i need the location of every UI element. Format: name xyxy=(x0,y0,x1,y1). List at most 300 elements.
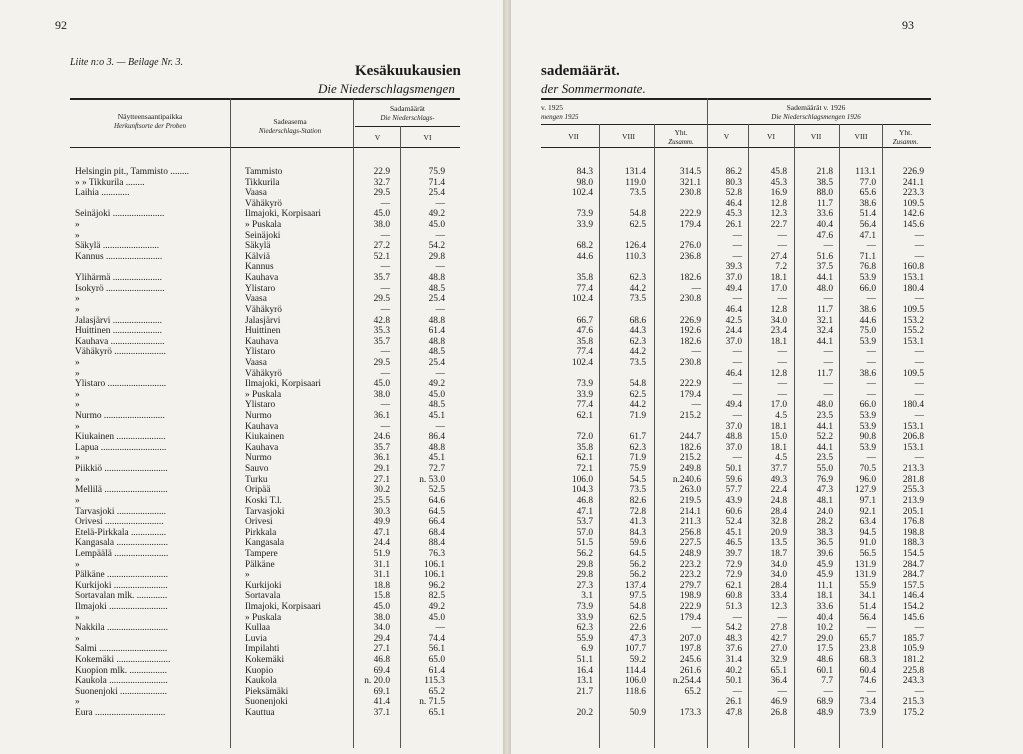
value-cell: n. 53.0 xyxy=(419,474,445,485)
value-cell: 31.4 xyxy=(725,655,742,666)
page-number-left: 92 xyxy=(55,18,67,32)
page-title-right: sademäärät. xyxy=(541,63,620,79)
station-cell: » Puskala xyxy=(245,220,282,231)
total-cell: 173.3 xyxy=(679,708,701,719)
value-cell: 39.3 xyxy=(725,262,742,273)
total-cell: 321.1 xyxy=(679,177,701,188)
value-cell: 45.1 xyxy=(428,411,445,422)
origin-cell: Kiukainen ..................... xyxy=(75,432,166,443)
value-cell: 46.9 xyxy=(770,697,787,708)
value-cell: 88.0 xyxy=(816,188,833,199)
origin-cell: » xyxy=(75,697,83,708)
table-top-rule xyxy=(70,98,460,100)
value-cell: — xyxy=(732,241,742,252)
value-cell: 45.9 xyxy=(816,570,833,581)
value-cell: 84.3 xyxy=(576,167,593,177)
value-cell: 10.2 xyxy=(816,623,833,634)
value-cell: 49.2 xyxy=(428,379,445,390)
column-header-vii-1926: VII xyxy=(810,132,822,141)
value-cell: 49.9 xyxy=(373,517,390,528)
value-cell: 63.4 xyxy=(859,517,876,528)
page-number-right: 93 xyxy=(902,18,914,32)
origin-cell: Piikkiö ........................... xyxy=(75,464,168,475)
origin-cell: Nurmo .......................... xyxy=(75,411,165,422)
value-cell: 49.2 xyxy=(428,209,445,220)
value-cell: 48.8 xyxy=(428,336,445,347)
total-cell: 206.8 xyxy=(902,432,924,443)
total-cell: 226.9 xyxy=(679,315,701,326)
value-cell xyxy=(606,231,646,242)
value-cell: 48.0 xyxy=(816,400,833,411)
value-cell: 72.9 xyxy=(725,570,742,581)
value-cell: 48.8 xyxy=(725,432,742,443)
value-cell xyxy=(606,697,646,708)
value-cell: 48.5 xyxy=(428,283,445,294)
total-cell: 153.1 xyxy=(902,442,924,453)
value-cell: 7.2 xyxy=(775,262,787,273)
value-cell: 49.2 xyxy=(428,601,445,612)
value-cell: 24.6 xyxy=(373,432,390,443)
value-cell: 45.3 xyxy=(725,209,742,220)
value-cell: 57.0 xyxy=(576,527,593,538)
value-cell: 44.2 xyxy=(629,400,646,411)
value-cell: 48.8 xyxy=(428,442,445,453)
value-cell: — xyxy=(380,421,390,432)
value-cell: 76.3 xyxy=(428,548,445,559)
value-cell: 45.0 xyxy=(428,220,445,231)
value-cell: 64.5 xyxy=(629,548,646,559)
value-cell: — xyxy=(435,623,445,634)
value-cell: 3.1 xyxy=(581,591,593,602)
value-cell: 131.4 xyxy=(624,167,646,177)
value-cell: 62.5 xyxy=(629,389,646,400)
total-cell: 185.7 xyxy=(902,633,924,644)
station-cell: Ilmajoki, Korpisaari xyxy=(245,601,322,612)
value-cell: 68.4 xyxy=(428,527,445,538)
value-cell: 73.9 xyxy=(576,209,593,220)
origin-cell: Isokyrö ......................... xyxy=(75,283,165,294)
value-cell: 35.7 xyxy=(373,273,390,284)
station-cell: Ylistaro xyxy=(245,347,276,358)
total-cell: 281.8 xyxy=(902,474,924,485)
station-cell: » Puskala xyxy=(245,612,282,623)
total-cell: — xyxy=(691,400,701,411)
value-cell: 21.7 xyxy=(576,686,593,697)
value-cell: — xyxy=(823,347,833,358)
total-cell xyxy=(656,369,701,380)
total-cell: — xyxy=(914,686,924,697)
value-cell: 23.4 xyxy=(770,326,787,337)
column-header-total-1925: Yht. Zusamm. xyxy=(668,128,694,146)
total-cell: — xyxy=(914,294,924,305)
value-cell: 71.9 xyxy=(629,453,646,464)
value-cell: 22.6 xyxy=(629,623,646,634)
origin-cell: Mellilä ........................... xyxy=(75,485,168,496)
value-cell: 55.9 xyxy=(859,580,876,591)
total-cell: 255.3 xyxy=(902,485,924,496)
value-cell: 26.1 xyxy=(725,220,742,231)
value-cell: — xyxy=(777,379,787,390)
total-cell: 223.2 xyxy=(679,559,701,570)
total-cell: 249.8 xyxy=(679,464,701,475)
value-cell: 36.5 xyxy=(816,538,833,549)
total-cell xyxy=(656,231,701,242)
value-cell: 53.7 xyxy=(576,517,593,528)
value-cell: — xyxy=(777,357,787,368)
left-page xyxy=(0,0,503,754)
value-cell: 106.0 xyxy=(624,676,646,687)
value-cell: 33.9 xyxy=(576,612,593,623)
station-cell: Kauhava xyxy=(245,421,279,432)
value-cell: — xyxy=(380,347,390,358)
value-cell: 77.4 xyxy=(576,347,593,358)
value-cell: 43.9 xyxy=(725,495,742,506)
value-cell: 137.4 xyxy=(624,580,646,591)
origin-cell: Sortavalan mlk. ............. xyxy=(75,591,168,602)
total-cell: 213.9 xyxy=(902,495,924,506)
value-cell: 37.7 xyxy=(770,464,787,475)
value-cell: 41.3 xyxy=(629,517,646,528)
value-cell: 66.0 xyxy=(859,283,876,294)
value-cell: 35.7 xyxy=(373,336,390,347)
total-cell: 197.8 xyxy=(679,644,701,655)
total-cell: 279.7 xyxy=(679,580,701,591)
value-cell: 53.9 xyxy=(859,421,876,432)
total-cell: 180.4 xyxy=(902,400,924,411)
value-cell: 62.1 xyxy=(576,411,593,422)
total-cell: — xyxy=(914,379,924,390)
origin-cell: Nakkila .......................... xyxy=(75,623,168,634)
value-cell: 20.9 xyxy=(770,527,787,538)
station-cell: Seinäjoki xyxy=(245,230,281,241)
value-cell xyxy=(606,422,646,433)
value-cell: 77.4 xyxy=(576,400,593,411)
value-cell: 29.5 xyxy=(373,357,390,368)
v-1926-column xyxy=(709,167,742,719)
value-cell: 41.4 xyxy=(373,697,390,708)
value-cell: — xyxy=(777,347,787,358)
value-cell: 119.0 xyxy=(625,177,646,188)
value-cell: 11.7 xyxy=(816,368,833,379)
value-cell: 65.7 xyxy=(859,633,876,644)
total-cell: — xyxy=(914,411,924,422)
value-cell: 37.6 xyxy=(725,644,742,655)
total-cell: 181.2 xyxy=(902,655,924,666)
origin-cell: Laihia ............ xyxy=(75,188,130,199)
value-cell: 33.4 xyxy=(770,591,787,602)
value-cell: 51.5 xyxy=(576,538,593,549)
header-bottom-rule xyxy=(70,147,460,148)
value-cell: 62.5 xyxy=(629,612,646,623)
value-cell: 102.4 xyxy=(571,188,593,199)
station-cell: Tammisto xyxy=(245,167,283,177)
total-cell: 225.8 xyxy=(902,665,924,676)
value-cell: 73.5 xyxy=(629,357,646,368)
total-cell: 226.9 xyxy=(902,167,924,177)
value-cell xyxy=(555,305,593,316)
value-cell: 13.5 xyxy=(770,538,787,549)
vii-1925-column xyxy=(555,167,593,719)
value-cell: 72.9 xyxy=(725,559,742,570)
value-cell: 53.9 xyxy=(859,273,876,284)
value-cell: 106.1 xyxy=(423,570,445,581)
value-cell: 71.1 xyxy=(859,251,876,262)
value-cell: 52.8 xyxy=(725,188,742,199)
value-cell: — xyxy=(823,379,833,390)
origins-column xyxy=(75,167,227,719)
value-cell: — xyxy=(732,379,742,390)
value-cell: 35.8 xyxy=(576,336,593,347)
total-cell: 261.6 xyxy=(679,665,701,676)
value-cell: 73.9 xyxy=(576,379,593,390)
value-cell: 73.5 xyxy=(629,188,646,199)
value-cell: 59.6 xyxy=(725,474,742,485)
value-cell: 32.8 xyxy=(770,517,787,528)
value-cell: 66.0 xyxy=(859,400,876,411)
value-cell: 115.3 xyxy=(424,676,445,687)
value-cell: 48.0 xyxy=(816,283,833,294)
value-cell: 40.2 xyxy=(725,665,742,676)
station-cell: Kälviä xyxy=(245,251,270,262)
origin-cell: » xyxy=(75,474,83,485)
value-cell: 30.2 xyxy=(373,485,390,496)
value-cell: 65.1 xyxy=(428,708,445,719)
value-cell: 29.5 xyxy=(373,188,390,199)
value-cell: 35.7 xyxy=(373,442,390,453)
value-cell: 29.0 xyxy=(816,633,833,644)
value-cell: 61.4 xyxy=(428,665,445,676)
value-cell: — xyxy=(732,389,742,400)
value-cell: 126.4 xyxy=(624,241,646,252)
value-cell: 77.4 xyxy=(576,283,593,294)
total-cell: 182.6 xyxy=(679,273,701,284)
value-cell: 106.1 xyxy=(423,559,445,570)
value-cell: 7.7 xyxy=(821,676,833,687)
value-cell: — xyxy=(777,230,787,241)
value-cell: 4.5 xyxy=(775,411,787,422)
value-cell xyxy=(555,369,593,380)
total-cell: 175.2 xyxy=(902,708,924,719)
value-cell: 131.9 xyxy=(854,570,876,581)
value-cell: 60.6 xyxy=(725,506,742,517)
value-cell: 32.4 xyxy=(816,326,833,337)
value-cell: 52.2 xyxy=(816,432,833,443)
station-cell: Nurmo xyxy=(245,411,272,422)
station-cell: Koski T.l. xyxy=(245,495,282,506)
station-cell: Kangasala xyxy=(245,538,285,549)
value-cell: 86.2 xyxy=(725,167,742,177)
value-cell: 62.1 xyxy=(576,453,593,464)
value-cell: 57.7 xyxy=(725,485,742,496)
total-cell: 179.4 xyxy=(679,220,701,231)
total-cell: 153.1 xyxy=(902,336,924,347)
value-cell: — xyxy=(777,686,787,697)
value-cell: 59.2 xyxy=(629,655,646,666)
origin-cell: Jalasjärvi ..................... xyxy=(75,315,162,326)
total-cell: 182.6 xyxy=(679,442,701,453)
value-cell: 62.1 xyxy=(725,580,742,591)
station-cell: Ilmajoki, Korpisaari xyxy=(245,379,322,390)
value-cell: 31.1 xyxy=(373,559,390,570)
station-cell: Vähäkyrö xyxy=(245,304,282,315)
value-cell: 44.2 xyxy=(629,283,646,294)
value-cell: 34.1 xyxy=(859,591,876,602)
viii-1926-column xyxy=(841,167,876,719)
total-cell: 188.3 xyxy=(902,538,924,549)
station-cell: Kauhava xyxy=(245,442,279,453)
value-cell: 51.9 xyxy=(373,548,390,559)
value-cell: 29.8 xyxy=(576,559,593,570)
column-divider xyxy=(353,98,354,748)
value-cell: 64.6 xyxy=(428,495,445,506)
total-cell: — xyxy=(914,241,924,252)
value-cell: 114.4 xyxy=(625,665,646,676)
total-cell: n.254.4 xyxy=(672,676,701,687)
column-header-v: V xyxy=(374,133,381,142)
value-cell: 55.9 xyxy=(576,633,593,644)
value-cell: 47.6 xyxy=(576,326,593,337)
value-cell: 52.5 xyxy=(428,485,445,496)
origin-cell: » xyxy=(75,368,83,379)
value-cell: 77.0 xyxy=(859,177,876,188)
value-cell: 59.6 xyxy=(629,538,646,549)
origin-cell: » xyxy=(75,495,83,506)
value-cell: — xyxy=(823,241,833,252)
value-cell: 24.0 xyxy=(816,506,833,517)
value-cell: 33.9 xyxy=(576,389,593,400)
station-cell: Vaasa xyxy=(245,188,267,199)
value-cell: 11.7 xyxy=(816,198,833,209)
column-header-amounts: Sadamäärät Die Niederschlags- xyxy=(380,104,435,122)
value-cell: 24.8 xyxy=(770,495,787,506)
value-cell: 50.1 xyxy=(725,676,742,687)
value-cell: 23.5 xyxy=(816,453,833,464)
value-cell: 75.9 xyxy=(428,167,445,177)
value-cell: 51.4 xyxy=(859,209,876,220)
total-cell: 276.0 xyxy=(679,241,701,252)
value-cell: 48.3 xyxy=(725,633,742,644)
value-cell: 56.2 xyxy=(629,570,646,581)
value-cell: 47.6 xyxy=(816,230,833,241)
value-cell: 47.1 xyxy=(373,527,390,538)
value-cell: 37.1 xyxy=(373,708,390,719)
value-cell: 65.2 xyxy=(428,686,445,697)
total-cell: 207.0 xyxy=(679,633,701,644)
value-cell: 25.4 xyxy=(428,294,445,305)
value-cell: — xyxy=(823,686,833,697)
value-cell: 37.0 xyxy=(725,336,742,347)
total-1926-column xyxy=(884,167,924,719)
origin-cell: Pälkäne .......................... xyxy=(75,570,168,581)
total-cell: 230.8 xyxy=(679,188,701,199)
value-cell: 74.6 xyxy=(859,676,876,687)
station-cell: Tikkurila xyxy=(245,177,280,188)
total-cell: 215.2 xyxy=(679,453,701,464)
station-cell: Huittinen xyxy=(245,326,281,337)
total-cell: 284.7 xyxy=(902,570,924,581)
value-cell: 24.4 xyxy=(373,538,390,549)
column-divider xyxy=(882,124,883,748)
value-cell: 18.7 xyxy=(770,548,787,559)
value-cell: 47.8 xyxy=(725,708,742,719)
station-cell: Sauvo xyxy=(245,464,269,475)
total-cell: 211.3 xyxy=(680,517,701,528)
value-cell: n. 20.0 xyxy=(364,676,390,687)
total-cell: 244.7 xyxy=(679,432,701,443)
value-cell: 54.8 xyxy=(629,601,646,612)
value-cell: 62.5 xyxy=(629,220,646,231)
value-cell: 71.4 xyxy=(428,177,445,188)
value-cell: 12.8 xyxy=(770,198,787,209)
station-cell: Pieksämäki xyxy=(245,686,289,697)
value-cell: 64.5 xyxy=(428,506,445,517)
value-cell: 38.6 xyxy=(859,368,876,379)
total-cell: 219.5 xyxy=(679,495,701,506)
total-cell: 109.5 xyxy=(902,304,924,315)
value-cell: 38.0 xyxy=(373,389,390,400)
value-cell: 44.3 xyxy=(629,326,646,337)
value-cell: 39.7 xyxy=(725,548,742,559)
value-cell: 35.8 xyxy=(576,273,593,284)
value-cell: — xyxy=(866,389,876,400)
column-header-v-1926: V xyxy=(723,132,730,141)
value-cell: 72.7 xyxy=(428,464,445,475)
value-cell: 46.4 xyxy=(725,198,742,209)
value-cell: 69.4 xyxy=(373,665,390,676)
value-cell: 28.2 xyxy=(816,517,833,528)
value-cell: 34.0 xyxy=(770,315,787,326)
total-cell: 222.9 xyxy=(679,209,701,220)
value-cell: 94.5 xyxy=(859,527,876,538)
value-cell: — xyxy=(732,411,742,422)
value-cell: 37.5 xyxy=(816,262,833,273)
value-cell: 11.7 xyxy=(816,304,833,315)
station-cell: Kauttua xyxy=(245,708,275,719)
origin-cell xyxy=(75,262,227,273)
station-cell: Vähäkyrö xyxy=(245,368,282,379)
total-cell: 105.9 xyxy=(902,644,924,655)
value-cell: 47.1 xyxy=(859,230,876,241)
total-cell: 263.0 xyxy=(679,485,701,496)
total-cell: 227.5 xyxy=(679,538,701,549)
total-cell: 109.5 xyxy=(902,198,924,209)
value-cell: 42.8 xyxy=(373,315,390,326)
table-top-rule-right xyxy=(541,98,931,100)
value-cell: — xyxy=(380,262,390,273)
station-cell: » xyxy=(245,570,250,581)
value-cell: 70.5 xyxy=(859,464,876,475)
value-cell: 39.6 xyxy=(816,548,833,559)
value-cell: 15.0 xyxy=(770,432,787,443)
origin-cell: Orivesi ......................... xyxy=(75,517,164,528)
value-cell: 47.1 xyxy=(576,506,593,517)
value-cell: 52.1 xyxy=(373,251,390,262)
vi-1926-column xyxy=(751,167,787,719)
value-cell: — xyxy=(777,241,787,252)
total-cell: 155.2 xyxy=(902,326,924,337)
value-cell: 84.3 xyxy=(629,527,646,538)
value-cell: 60.1 xyxy=(816,665,833,676)
total-cell: 230.8 xyxy=(679,294,701,305)
value-cell: 37.0 xyxy=(725,421,742,432)
value-cell: 51.1 xyxy=(576,655,593,666)
value-cell: 34.0 xyxy=(770,559,787,570)
total-cell: 284.7 xyxy=(902,559,924,570)
value-cell: — xyxy=(866,379,876,390)
value-cell: 28.4 xyxy=(770,580,787,591)
value-cell: 68.2 xyxy=(576,241,593,252)
value-cell: 49.4 xyxy=(725,283,742,294)
